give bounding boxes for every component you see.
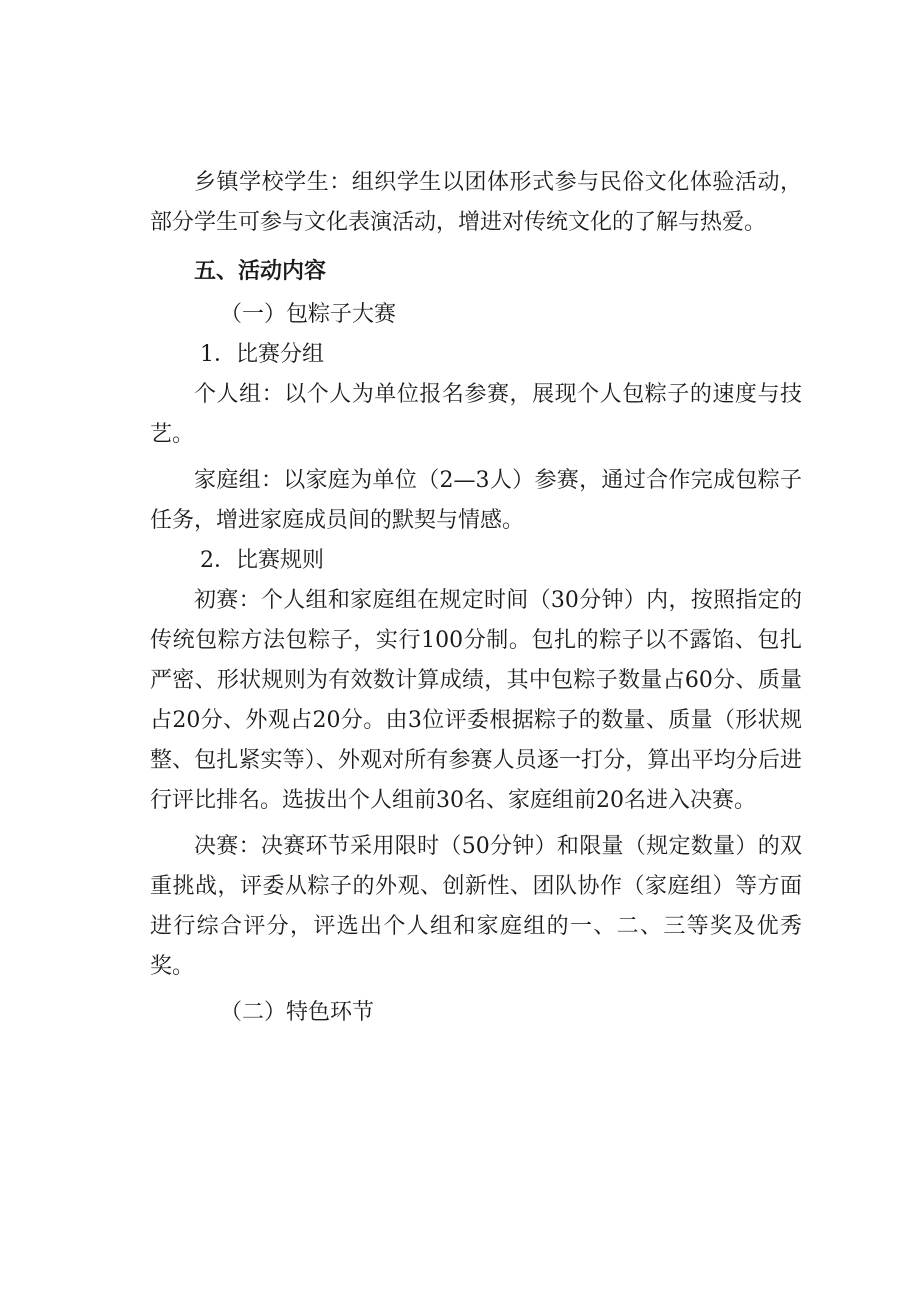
paragraph-preliminary-round: 初赛：个人组和家庭组在规定时间（30分钟）内，按照指定的传统包粽方法包粽子，实行100分制。包扎的粽子以不露馅、包扎严密、形状规则为有效数计算成绩，其中包粽子数量占60分、质量占20分、外观占20分。由3位评委根据粽子的数量、质量（形状规整、包扎紧实等）、外观对所有参赛人员逐一打分，算出平均分后进行评比排名。选拔出个人组前30名、家庭组前20名进入决赛。 xyxy=(150,588,802,813)
paragraph-rural-students: 乡镇学校学生：组织学生以团体形式参与民俗文化体验活动，部分学生可参与文化表演活动，增进对传统文化的了解与热爱。 xyxy=(150,170,802,235)
subsection-heading-special-segment: （二）特色环节 xyxy=(220,1000,375,1025)
document-body xyxy=(150,163,802,1033)
item-heading-groups: 1．比赛分组 xyxy=(200,342,324,367)
section-heading-activity-content: 五、活动内容 xyxy=(194,259,327,284)
paragraph-individual-group: 个人组：以个人为单位报名参赛，展现个人包粽子的速度与技艺。 xyxy=(150,382,802,447)
paragraph-family-group: 家庭组：以家庭为单位（2—3人）参赛，通过合作完成包粽子任务，增进家庭成员间的默契与情感。 xyxy=(150,468,802,533)
paragraph-final-round: 决赛：决赛环节采用限时（50分钟）和限量（规定数量）的双重挑战，评委从粽子的外观、创新性、团队协作（家庭组）等方面进行综合评分，评选出个人组和家庭组的一、二、三等奖及优秀奖。 xyxy=(150,834,802,979)
subsection-heading-zongzi-contest: （一）包粽子大赛 xyxy=(220,302,397,327)
item-heading-rules: 2．比赛规则 xyxy=(200,548,324,573)
